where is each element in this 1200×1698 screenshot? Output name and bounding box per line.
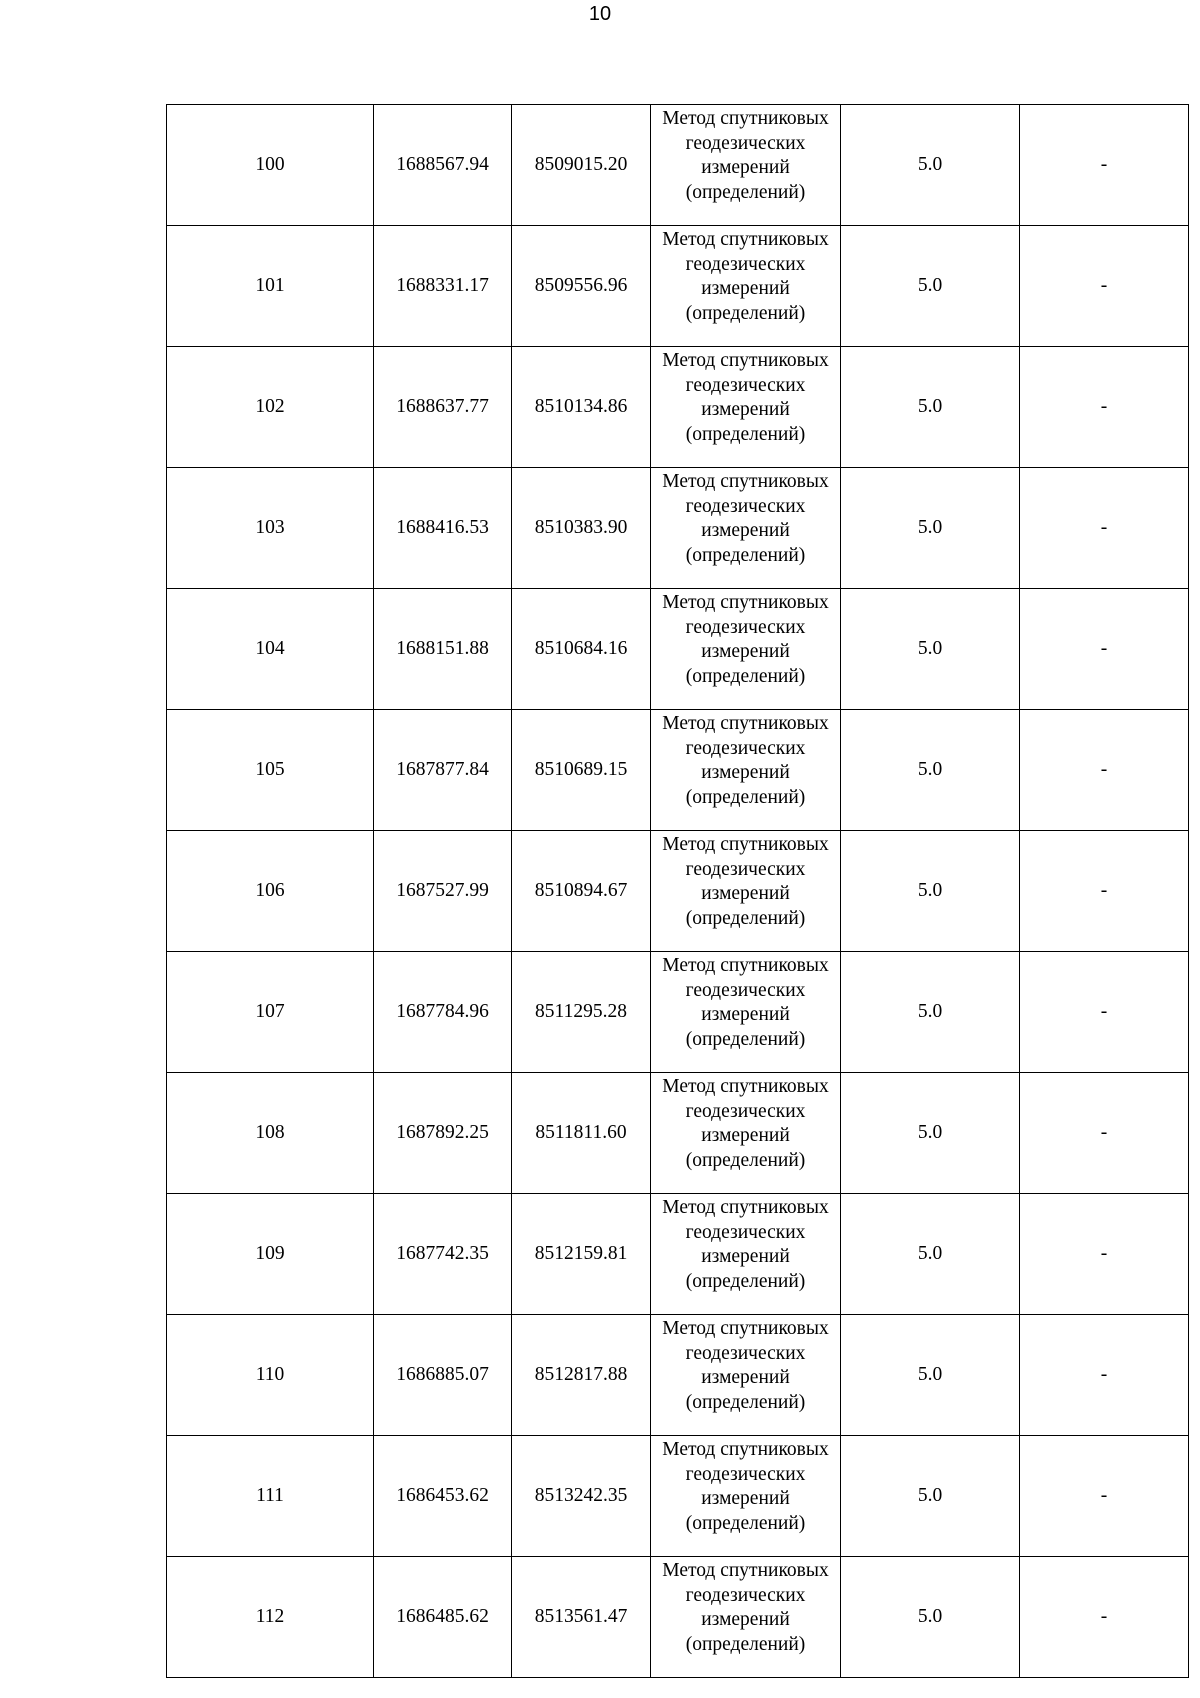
point-number-cell: 101 (167, 226, 374, 347)
method-cell (651, 105, 841, 226)
table-row (167, 952, 1189, 1073)
method-text-line: геодезических (685, 1221, 806, 1243)
note-cell: - (1020, 1194, 1189, 1315)
note-cell: - (1020, 226, 1189, 347)
method-text-line: измерений (701, 278, 790, 299)
x-coordinate-cell: 1688567.94 (374, 105, 512, 226)
table-row (167, 347, 1189, 468)
x-coordinate-cell: 1686453.62 (374, 1436, 512, 1557)
point-number-cell: 104 (167, 589, 374, 710)
y-coordinate-cell: 8509015.20 (512, 105, 651, 226)
table-row (167, 589, 1189, 710)
x-coordinate-cell: 1687877.84 (374, 710, 512, 831)
note-cell: - (1020, 347, 1189, 468)
method-text-line: геодезических (685, 1342, 806, 1364)
method-text-line: Метод спутниковых (662, 1076, 829, 1097)
method-cell (651, 347, 841, 468)
accuracy-cell: 5.0 (841, 1315, 1020, 1436)
method-text-line: (определений) (685, 1391, 806, 1413)
method-text-line: геодезических (685, 374, 806, 396)
method-cell (651, 952, 841, 1073)
x-coordinate-cell: 1687784.96 (374, 952, 512, 1073)
note-cell: - (1020, 1315, 1189, 1436)
method-text-line: Метод спутниковых (662, 1560, 829, 1581)
y-coordinate-cell: 8510684.16 (512, 589, 651, 710)
accuracy-cell: 5.0 (841, 831, 1020, 952)
method-text-line: геодезических (685, 1100, 806, 1122)
point-number-cell: 110 (167, 1315, 374, 1436)
method-cell (651, 226, 841, 347)
method-text-line: (определений) (685, 1270, 806, 1292)
table-row (167, 710, 1189, 831)
method-text-line: геодезических (685, 979, 806, 1001)
method-cell (651, 468, 841, 589)
method-text-line: геодезических (685, 737, 806, 759)
method-cell (651, 1194, 841, 1315)
accuracy-cell: 5.0 (841, 952, 1020, 1073)
note-cell: - (1020, 105, 1189, 226)
method-text-line: (определений) (685, 1149, 806, 1171)
method-cell (651, 1315, 841, 1436)
method-text-line: Метод спутниковых (662, 471, 829, 492)
point-number-cell: 107 (167, 952, 374, 1073)
point-number-cell: 108 (167, 1073, 374, 1194)
method-text-line: измерений (701, 1488, 790, 1509)
method-text-line: геодезических (685, 253, 806, 275)
table-row (167, 1194, 1189, 1315)
point-number-cell: 111 (167, 1436, 374, 1557)
coordinates-table-body (167, 105, 1189, 1678)
x-coordinate-cell: 1687527.99 (374, 831, 512, 952)
note-cell: - (1020, 952, 1189, 1073)
y-coordinate-cell: 8513561.47 (512, 1557, 651, 1678)
method-text-line: измерений (701, 1246, 790, 1267)
accuracy-cell: 5.0 (841, 105, 1020, 226)
x-coordinate-cell: 1688151.88 (374, 589, 512, 710)
method-text-line: (определений) (685, 423, 806, 445)
method-text-line: (определений) (685, 302, 806, 324)
x-coordinate-cell: 1687892.25 (374, 1073, 512, 1194)
method-text-line: измерений (701, 157, 790, 178)
point-number-cell: 103 (167, 468, 374, 589)
accuracy-cell: 5.0 (841, 1194, 1020, 1315)
method-text-line: геодезических (685, 132, 806, 154)
table-row (167, 1436, 1189, 1557)
coordinates-table (166, 104, 1189, 1678)
y-coordinate-cell: 8510894.67 (512, 831, 651, 952)
table-row (167, 1073, 1189, 1194)
y-coordinate-cell: 8511811.60 (512, 1073, 651, 1194)
method-text-line: (определений) (685, 1512, 806, 1534)
x-coordinate-cell: 1686885.07 (374, 1315, 512, 1436)
note-cell: - (1020, 589, 1189, 710)
method-text-line: измерений (701, 1004, 790, 1025)
method-text-line: Метод спутниковых (662, 1318, 829, 1339)
page-number: 10 (588, 3, 612, 25)
method-cell (651, 1557, 841, 1678)
method-text-line: Метод спутниковых (662, 1197, 829, 1218)
table-row (167, 226, 1189, 347)
y-coordinate-cell: 8513242.35 (512, 1436, 651, 1557)
method-text-line: измерений (701, 883, 790, 904)
table-row (167, 831, 1189, 952)
point-number-cell: 106 (167, 831, 374, 952)
table-row (167, 1557, 1189, 1678)
method-text-line: Метод спутниковых (662, 955, 829, 976)
method-text-line: геодезических (685, 495, 806, 517)
method-text-line: (определений) (685, 181, 806, 203)
y-coordinate-cell: 8510134.86 (512, 347, 651, 468)
method-text-line: измерений (701, 1125, 790, 1146)
method-text-line: (определений) (685, 544, 806, 566)
method-cell (651, 1073, 841, 1194)
note-cell: - (1020, 831, 1189, 952)
x-coordinate-cell: 1688637.77 (374, 347, 512, 468)
y-coordinate-cell: 8512159.81 (512, 1194, 651, 1315)
method-text-line: Метод спутниковых (662, 1439, 829, 1460)
method-text-line: (определений) (685, 786, 806, 808)
point-number-cell: 112 (167, 1557, 374, 1678)
point-number-cell: 102 (167, 347, 374, 468)
table-row (167, 468, 1189, 589)
method-text-line: Метод спутниковых (662, 834, 829, 855)
method-cell (651, 589, 841, 710)
y-coordinate-cell: 8511295.28 (512, 952, 651, 1073)
accuracy-cell: 5.0 (841, 710, 1020, 831)
table-row (167, 1315, 1189, 1436)
x-coordinate-cell: 1688331.17 (374, 226, 512, 347)
x-coordinate-cell: 1687742.35 (374, 1194, 512, 1315)
method-text-line: (определений) (685, 907, 806, 929)
point-number-cell: 109 (167, 1194, 374, 1315)
method-text-line: (определений) (685, 1028, 806, 1050)
method-text-line: измерений (701, 641, 790, 662)
note-cell: - (1020, 710, 1189, 831)
method-text-line: геодезических (685, 1584, 806, 1606)
note-cell: - (1020, 468, 1189, 589)
accuracy-cell: 5.0 (841, 589, 1020, 710)
y-coordinate-cell: 8512817.88 (512, 1315, 651, 1436)
method-cell (651, 710, 841, 831)
y-coordinate-cell: 8509556.96 (512, 226, 651, 347)
accuracy-cell: 5.0 (841, 226, 1020, 347)
accuracy-cell: 5.0 (841, 1557, 1020, 1678)
method-text-line: измерений (701, 1367, 790, 1388)
method-text-line: геодезических (685, 616, 806, 638)
note-cell: - (1020, 1073, 1189, 1194)
method-text-line: Метод спутниковых (662, 713, 829, 734)
x-coordinate-cell: 1686485.62 (374, 1557, 512, 1678)
method-text-line: измерений (701, 762, 790, 783)
method-text-line: Метод спутниковых (662, 108, 829, 129)
accuracy-cell: 5.0 (841, 468, 1020, 589)
y-coordinate-cell: 8510383.90 (512, 468, 651, 589)
y-coordinate-cell: 8510689.15 (512, 710, 651, 831)
method-text-line: (определений) (685, 1633, 806, 1655)
x-coordinate-cell: 1688416.53 (374, 468, 512, 589)
method-cell (651, 1436, 841, 1557)
method-text-line: геодезических (685, 1463, 806, 1485)
method-text-line: измерений (701, 1609, 790, 1630)
point-number-cell: 100 (167, 105, 374, 226)
table-row (167, 105, 1189, 226)
point-number-cell: 105 (167, 710, 374, 831)
method-text-line: Метод спутниковых (662, 229, 829, 250)
method-text-line: геодезических (685, 858, 806, 880)
method-text-line: измерений (701, 520, 790, 541)
note-cell: - (1020, 1436, 1189, 1557)
method-text-line: (определений) (685, 665, 806, 687)
method-text-line: измерений (701, 399, 790, 420)
accuracy-cell: 5.0 (841, 1073, 1020, 1194)
note-cell: - (1020, 1557, 1189, 1678)
accuracy-cell: 5.0 (841, 1436, 1020, 1557)
method-cell (651, 831, 841, 952)
method-text-line: Метод спутниковых (662, 592, 829, 613)
method-text-line: Метод спутниковых (662, 350, 829, 371)
accuracy-cell: 5.0 (841, 347, 1020, 468)
